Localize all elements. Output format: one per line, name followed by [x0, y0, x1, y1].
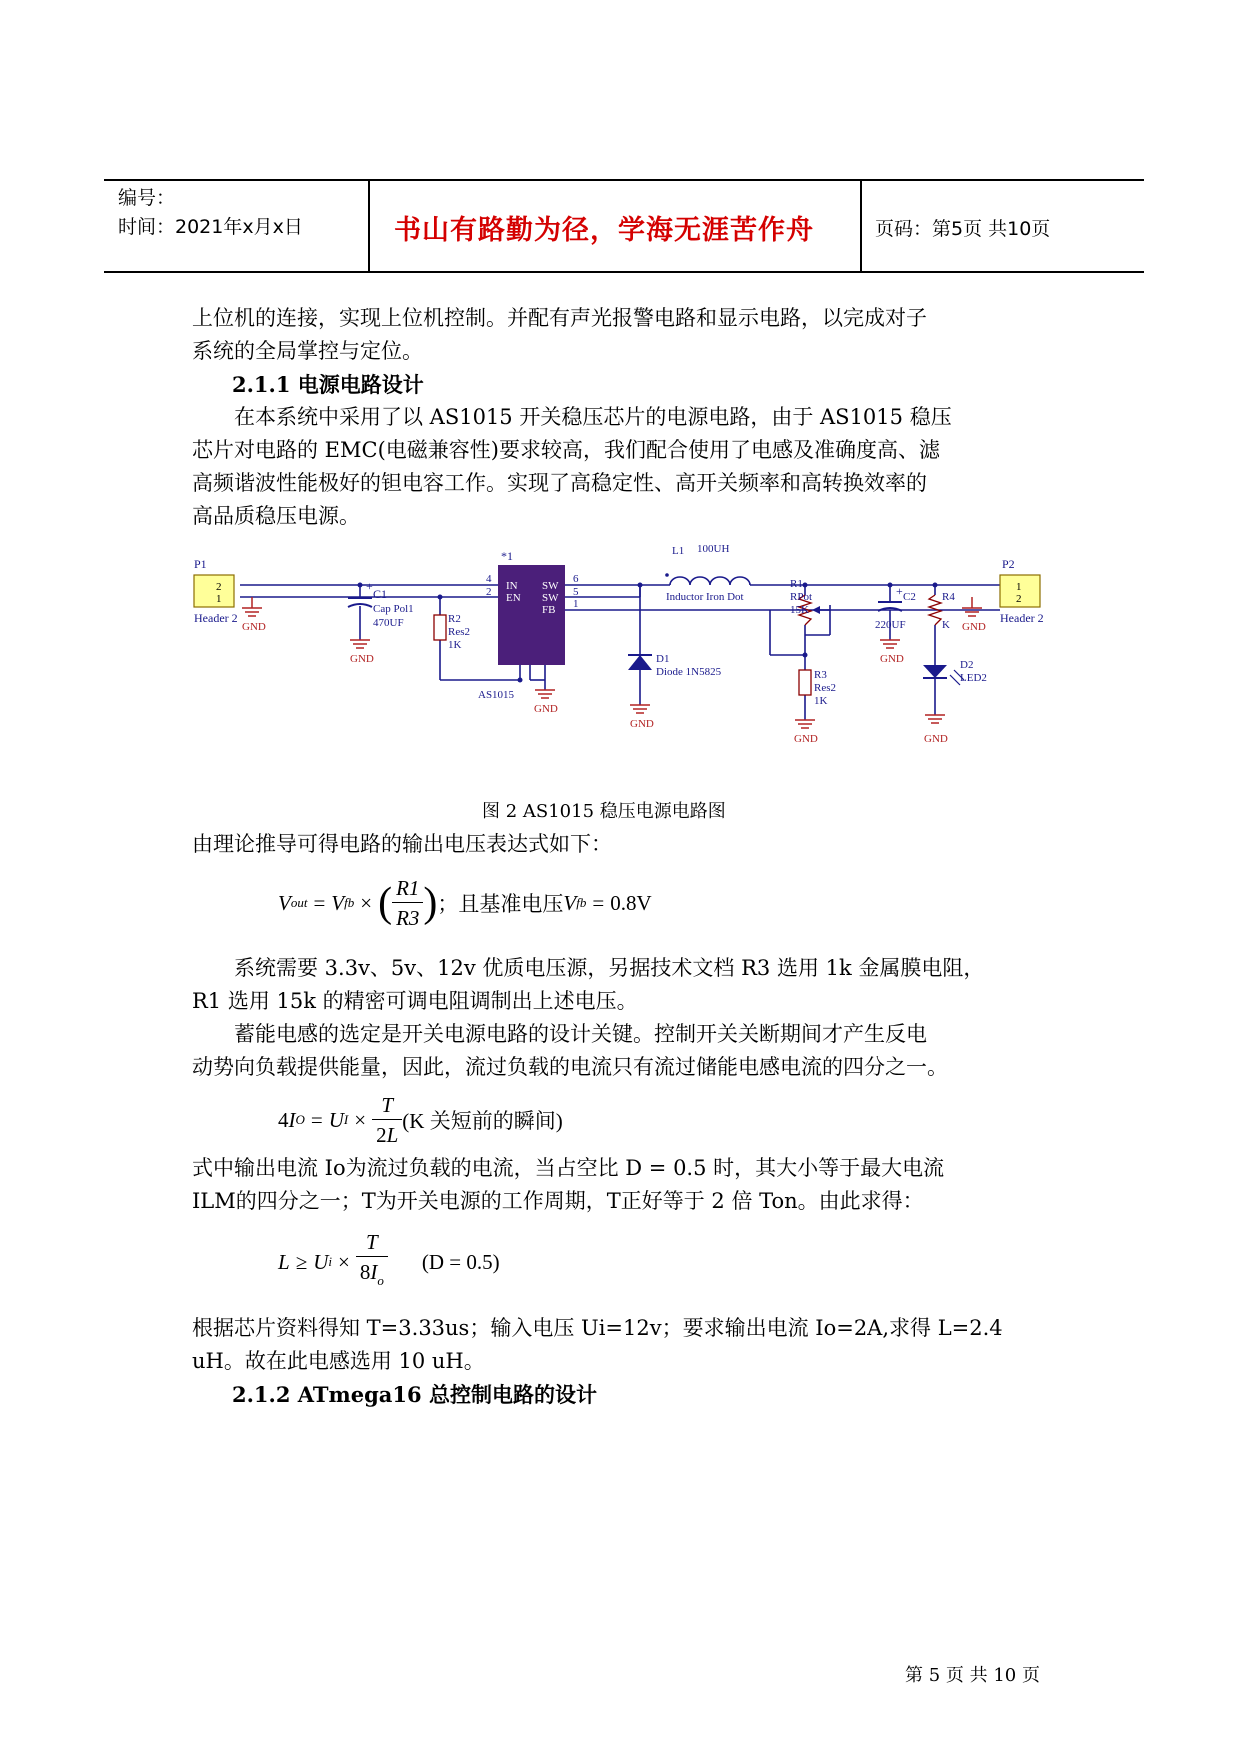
u1-pin-num: 5 [573, 586, 579, 598]
u1-ref: *1 [501, 549, 513, 563]
p1-label: P1 [194, 557, 207, 571]
gnd-label: GND [630, 718, 654, 730]
u1-name: AS1015 [478, 689, 515, 701]
formula-inductance-tail: (D = 0.5) [421, 1249, 500, 1274]
u1-pin-in: IN [506, 580, 518, 592]
paragraph-line: ILM的四分之一；T为开关电源的工作周期，T正好等于 2 倍 Ton。由此求得： [192, 1189, 924, 1213]
paragraph-line: 系统需要 3.3v、5v、12v 优质电压源，另据技术文档 R3 选用 1k 金属膜电阻， [234, 956, 985, 980]
section-heading-2-1-2: 2.1.2 ATmega16 总控制电路的设计 [232, 1382, 597, 1407]
paragraph-line: 式中输出电流 Io为流过负载的电流，当占空比 D = 0.5 时，其大小等于最大电流 [192, 1156, 945, 1180]
paragraph-line: 上位机的连接，实现上位机控制。并配有声光报警电路和显示电路，以完成对子 [192, 306, 927, 330]
d2-label: D2 [960, 659, 974, 671]
header-page-label: 页码：第5页 共10页 [875, 218, 1051, 240]
formula-vfb-value: 0.8V [610, 890, 652, 915]
r4-value: K [942, 619, 950, 631]
u1-pin-sw: SW [542, 580, 559, 592]
gnd-label: GND [534, 703, 558, 715]
r3-label: R3 [814, 669, 827, 681]
header-divider-left [368, 179, 370, 272]
header-motto: 书山有路勤为径，学海无涯苦作舟 [394, 215, 814, 246]
r3-type: Res2 [814, 682, 836, 694]
d1-label: D1 [656, 653, 670, 665]
r1-value: 15K [790, 604, 809, 616]
p1-name: Header 2 [194, 611, 238, 625]
formula-vout-tail: ；且基准电压 [437, 892, 564, 916]
paragraph-line: R1 选用 15k 的精密可调电阻调制出上述电压。 [192, 989, 638, 1013]
c1-label: C1 [373, 587, 388, 601]
u1-pin-num: 1 [573, 598, 579, 610]
paragraph-line: 在本系统中采用了以 AS1015 开关稳压芯片的电源电路，由于 AS1015 稳压 [234, 405, 952, 429]
p1-pin-1: 1 [216, 593, 222, 605]
header-divider-right [860, 179, 862, 272]
l1-value: 100UH [697, 543, 730, 555]
u1-pin-fb: FB [542, 604, 556, 616]
paragraph-line: 高品质稳压电源。 [192, 504, 360, 528]
header-bottom-rule [104, 271, 1144, 273]
gnd-label: GND [880, 653, 904, 665]
document-number-label: 编号： [118, 187, 176, 209]
gnd-label: GND [242, 621, 266, 633]
paragraph-line: 芯片对电路的 EMC(电磁兼容性)要求较高，我们配合使用了电感及准确度高、滤 [192, 438, 940, 462]
gnd-label: GND [962, 621, 986, 633]
gnd-label: GND [794, 733, 818, 745]
p2-name: Header 2 [1000, 611, 1044, 625]
paragraph-line: 由理论推导可得电路的输出电压表达式如下： [192, 832, 612, 856]
r1-type: RPot [790, 591, 813, 603]
p2-label: P2 [1002, 557, 1015, 571]
r2-value: 1K [448, 639, 462, 651]
p2-pin-2: 2 [1016, 593, 1022, 605]
c2-label: C2 [903, 591, 916, 603]
d2-type: LED2 [960, 672, 987, 684]
formula-inductance: L ≥ U i × $\frac{T}{8I_o}$ (D = 0.5) [278, 1230, 500, 1288]
formula-vout: V out = V fb × ( $\frac{R1}{R3}$ ) ；且基准电压 V fb = 0.8V [278, 875, 652, 930]
c2-value: 220UF [875, 619, 906, 631]
r2-label: R2 [448, 613, 461, 625]
as1015-circuit-diagram [190, 540, 1060, 790]
formula-4io-tail: (K 关短前的瞬间) [402, 1109, 563, 1133]
u1-pin-sw: SW [542, 592, 559, 604]
document-time-label: 时间：2021年x月x日 [118, 216, 303, 238]
u1-pin-num: 2 [486, 586, 492, 598]
r2-type: Res2 [448, 626, 470, 638]
paragraph-line: 高频谐波性能极好的钽电容工作。实现了高稳定性、高开关频率和高转换效率的 [192, 471, 927, 495]
r1-label: R1 [790, 578, 803, 590]
paragraph-line: 蓄能电感的选定是开关电源电路的设计关键。控制开关关断期间才产生反电 [234, 1022, 927, 1046]
u1-pin-en: EN [506, 592, 521, 604]
paragraph-line: uH。故在此电感选用 10 uH。 [192, 1349, 485, 1373]
footer-page-number: 第 5 页 共 10 页 [905, 1665, 1040, 1686]
c1-value: 470UF [373, 617, 404, 629]
gnd-label: GND [350, 653, 374, 665]
svg-text:+: + [896, 584, 903, 598]
l1-type: Inductor Iron Dot [666, 591, 744, 603]
formula-4io: 4 I O = U I × $\frac{T}{2L}$ (K 关短前的瞬间) [278, 1092, 563, 1147]
d1-type: Diode 1N5825 [656, 666, 722, 678]
r4-label: R4 [942, 591, 955, 603]
p1-pin-2: 2 [216, 581, 222, 593]
paragraph-line: 动势向负载提供能量，因此，流过负载的电流只有流过储能电感电流的四分之一。 [192, 1055, 948, 1079]
l1-label: L1 [672, 545, 685, 557]
paragraph-line: 系统的全局掌控与定位。 [192, 339, 423, 363]
u1-pin-num: 6 [573, 573, 579, 585]
figure-caption: 图 2 AS1015 稳压电源电路图 [482, 801, 726, 822]
header-top-rule [104, 179, 1144, 181]
section-heading-2-1-1: 2.1.1 电源电路设计 [232, 372, 424, 397]
p2-pin-1: 1 [1016, 581, 1022, 593]
paragraph-line: 根据芯片资料得知 T=3.33us；输入电压 Ui=12v；要求输出电流 Io=2A,求得 L=2.4 [192, 1316, 1003, 1340]
u1-pin-num: 4 [486, 573, 492, 585]
r3-value: 1K [814, 695, 828, 707]
svg-text:+: + [366, 579, 373, 593]
gnd-label: GND [924, 733, 948, 745]
c1-type: Cap Pol1 [373, 603, 414, 615]
